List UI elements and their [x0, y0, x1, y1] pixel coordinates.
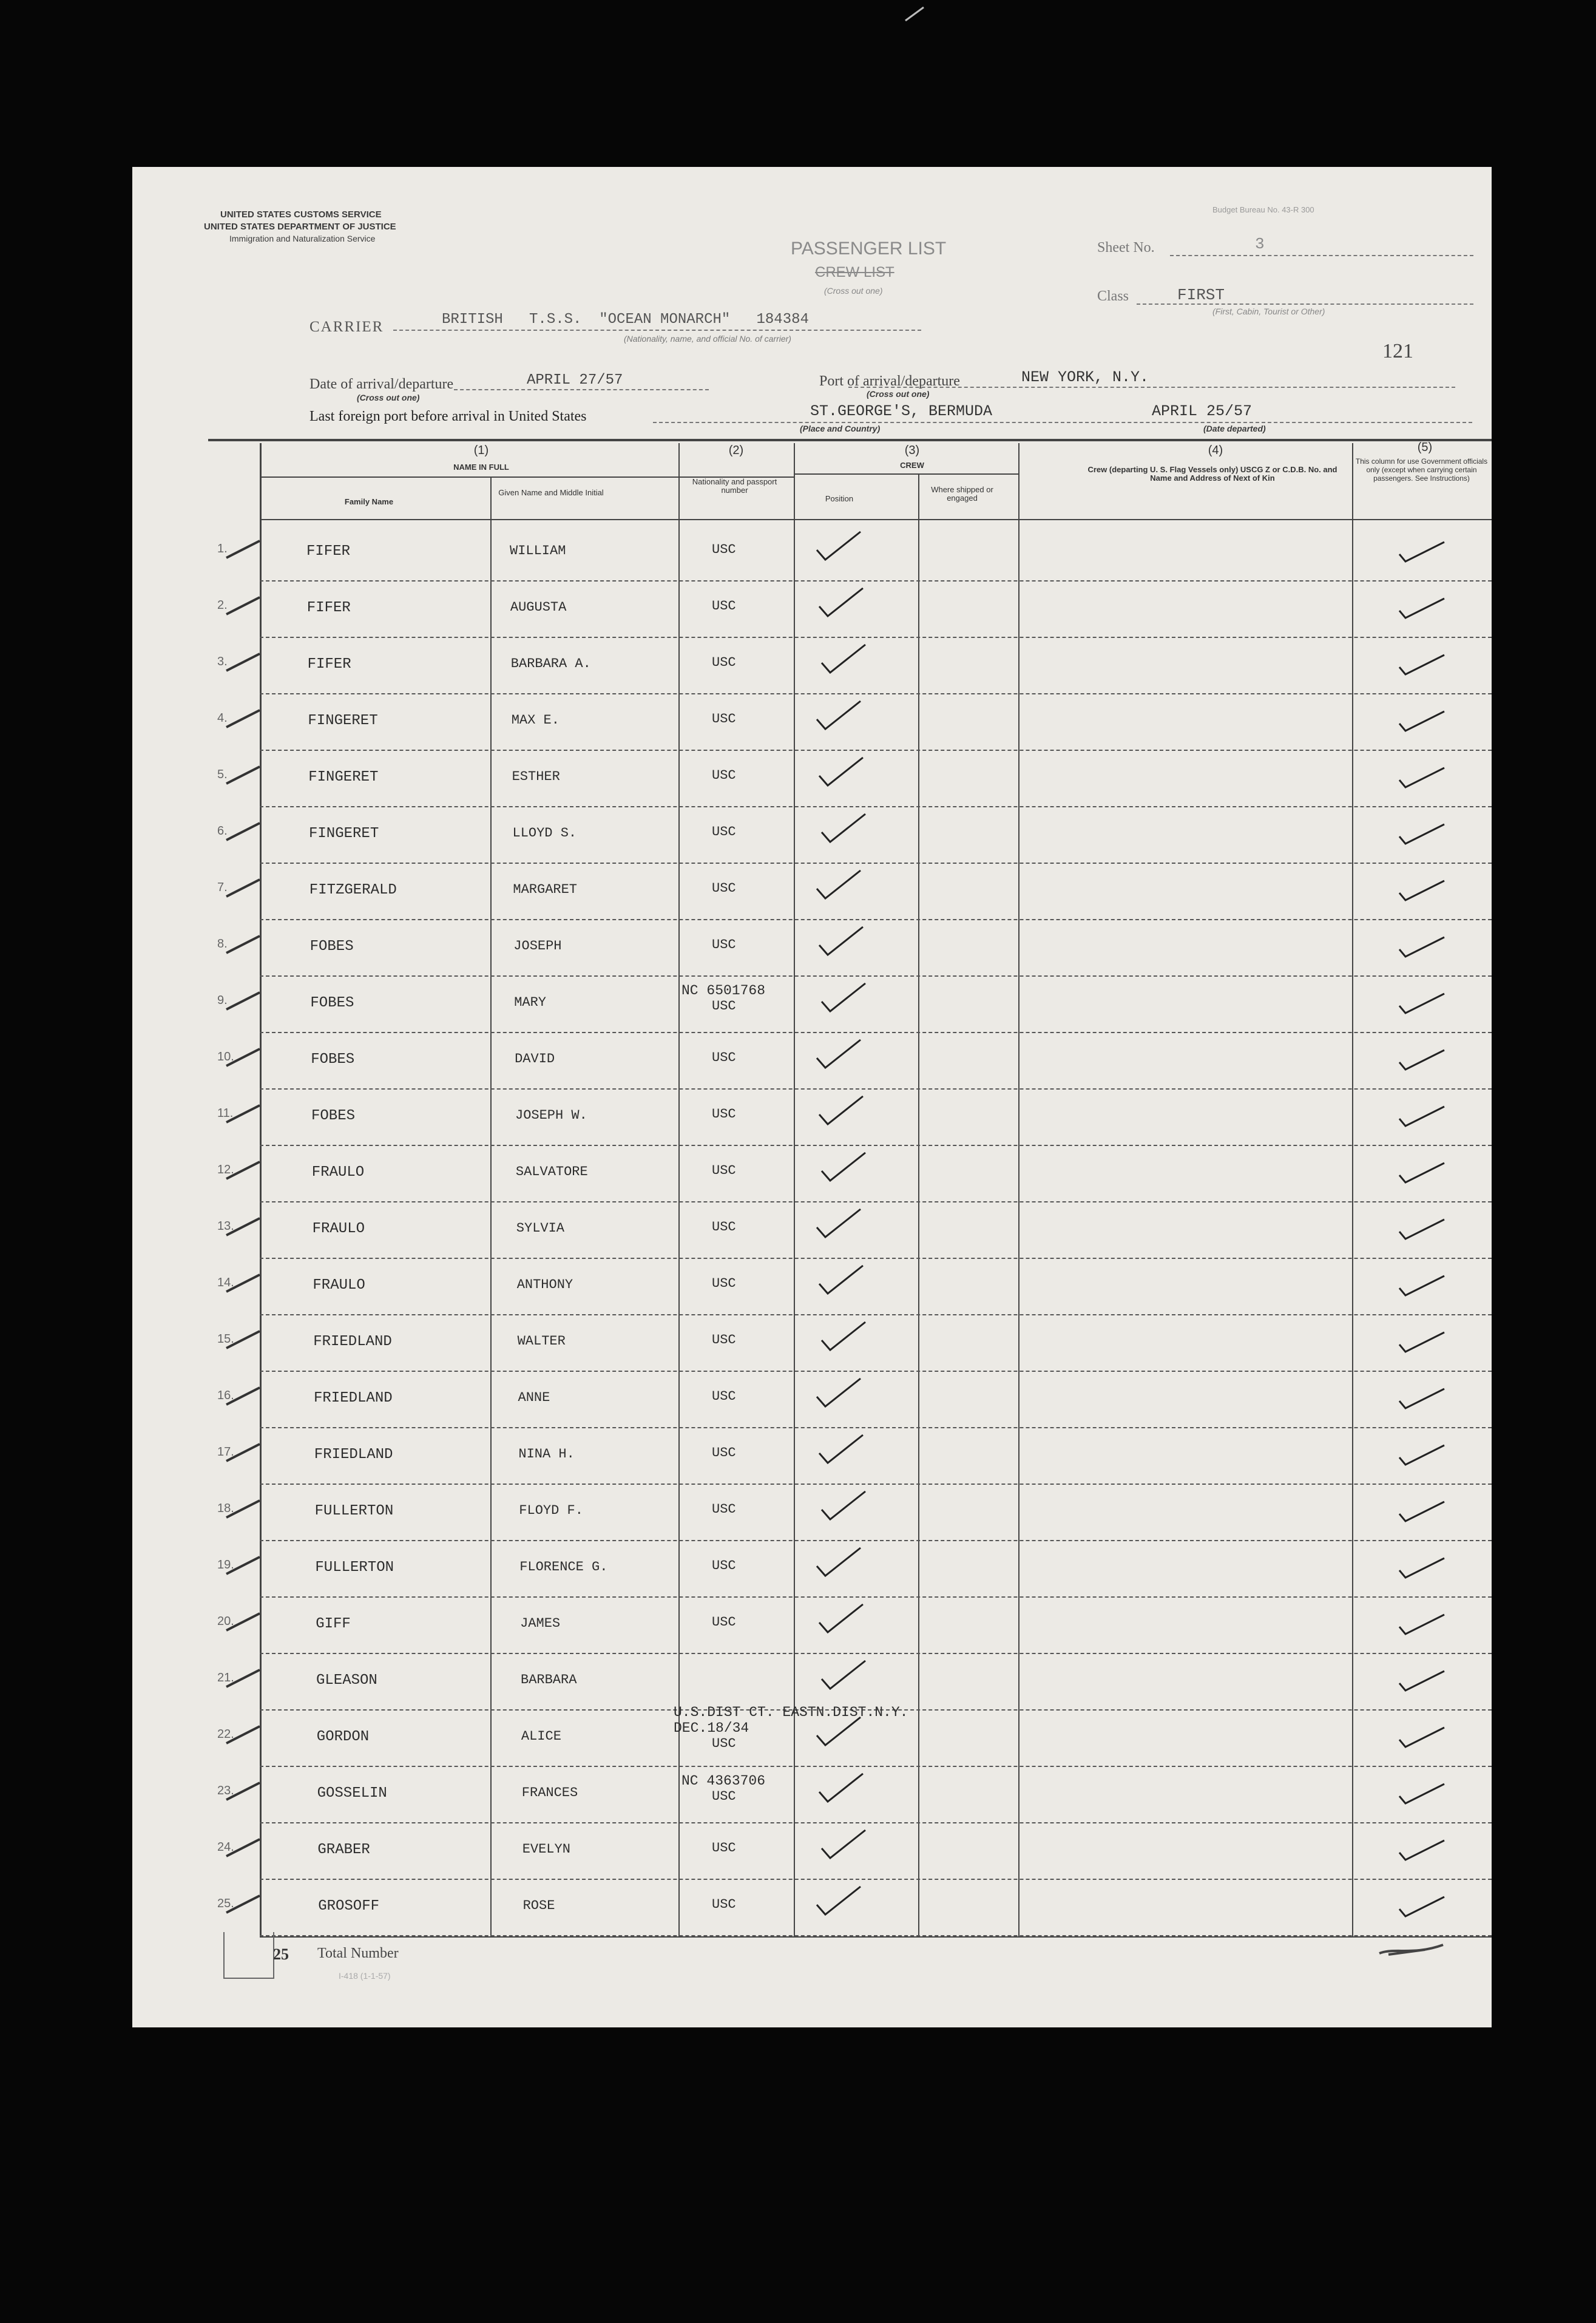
family-name-cell: FOBES	[311, 1051, 355, 1068]
given-name-cell: JOSEPH	[513, 938, 562, 954]
page-number: 121	[1382, 340, 1413, 362]
row-number: 14.	[217, 1276, 234, 1289]
check-icon	[814, 1093, 869, 1129]
date-note: (Cross out one)	[357, 393, 420, 402]
check-icon	[1395, 762, 1449, 798]
row-number: 18.	[217, 1502, 234, 1515]
total-box	[223, 1932, 274, 1979]
family-name-cell: FRAULO	[311, 1164, 365, 1181]
row-number: 7.	[217, 881, 228, 894]
tick-mark-icon	[223, 989, 266, 1013]
check-icon	[817, 810, 871, 847]
row-divider	[260, 1088, 1492, 1090]
check-icon	[1395, 988, 1449, 1024]
row-number: 10.	[217, 1050, 234, 1063]
check-icon	[1395, 1721, 1449, 1758]
family-name-cell: FINGERET	[308, 713, 378, 729]
tick-mark-icon	[223, 707, 266, 731]
row-divider	[260, 1427, 1492, 1428]
given-name-header: Given Name and Middle Initial	[498, 488, 604, 497]
family-name-cell: FINGERET	[308, 769, 379, 785]
row-number: 24.	[217, 1840, 234, 1854]
given-name-cell: MAX E.	[511, 713, 560, 728]
row-number: 22.	[217, 1728, 234, 1741]
tick-mark-icon	[223, 594, 266, 618]
given-name-cell: LLOYD S.	[512, 826, 577, 841]
given-name-cell: FLOYD F.	[519, 1503, 583, 1518]
row-number: 19.	[217, 1558, 234, 1572]
row-divider	[260, 919, 1492, 920]
row-divider	[260, 806, 1492, 807]
nationality-cell: USC	[712, 768, 736, 783]
family-name-cell: FOBES	[309, 938, 354, 955]
check-icon	[1395, 1496, 1449, 1532]
sheet-number: 3	[1255, 235, 1265, 253]
check-icon	[1395, 705, 1449, 742]
row-number: 25.	[217, 1897, 234, 1910]
tick-mark-icon	[223, 1215, 266, 1239]
tick-mark-icon	[223, 763, 266, 787]
sheet-label: Sheet No.	[1097, 240, 1155, 256]
col1-header: NAME IN FULL	[453, 463, 509, 472]
given-name-cell: JAMES	[520, 1616, 561, 1631]
check-icon	[1395, 1552, 1449, 1589]
check-icon	[812, 1375, 867, 1411]
check-icon	[814, 1770, 869, 1806]
check-icon	[812, 1714, 867, 1750]
tick-mark-icon	[223, 1666, 266, 1691]
check-icon	[1395, 1665, 1449, 1701]
nationality-cell: USC	[712, 824, 736, 839]
position-header: Position	[825, 494, 854, 503]
form-number: I-418 (1-1-57)	[339, 1971, 391, 1981]
given-name-cell: ALICE	[521, 1729, 561, 1744]
family-name-cell: FRIEDLAND	[314, 1390, 393, 1406]
check-icon	[817, 980, 871, 1016]
page-title: PASSENGER LIST	[791, 239, 947, 259]
tick-mark-icon	[223, 1836, 266, 1860]
family-name-cell: GLEASON	[316, 1672, 377, 1689]
check-icon	[812, 1036, 867, 1073]
row-divider	[260, 1484, 1492, 1485]
struck-title: CREW LIST	[815, 264, 894, 280]
family-name-cell: FIFER	[307, 656, 351, 673]
tick-mark-icon	[223, 1328, 266, 1352]
passport-cell: NC 6501768	[681, 983, 766, 999]
check-icon	[1395, 818, 1449, 855]
col3-number: (3)	[904, 444, 920, 457]
last-port-place: ST.GEORGE'S, BERMUDA	[810, 402, 993, 420]
nationality-cell: USC	[712, 1615, 736, 1630]
form-code: Budget Bureau No. 43-R 300	[1212, 205, 1314, 214]
tick-mark-icon	[223, 1610, 266, 1634]
passport-cell: U.S.DIST CT. EASTN.DIST.N.Y. DEC.18/34	[674, 1704, 908, 1736]
row-divider	[260, 1766, 1492, 1767]
check-icon	[814, 1262, 869, 1298]
row-divider	[260, 863, 1492, 864]
nationality-cell: USC	[712, 655, 736, 670]
check-icon	[812, 1544, 867, 1581]
date-of-arrival-label: Date of arrival/departure	[309, 376, 454, 392]
row-divider	[260, 1145, 1492, 1146]
row-divider	[260, 1258, 1492, 1259]
given-name-cell: JOSEPH W.	[515, 1108, 587, 1123]
class-label: Class	[1097, 288, 1129, 304]
nationality-cell: USC	[712, 1276, 736, 1291]
family-name-cell: GIFF	[316, 1616, 351, 1632]
check-icon	[1395, 1270, 1449, 1306]
nationality-cell: USC	[712, 711, 736, 727]
row-number: 8.	[217, 937, 228, 951]
tick-mark-icon	[223, 1440, 266, 1465]
given-name-cell: WILLIAM	[510, 543, 566, 558]
last-port-date-note: (Date departed)	[1203, 424, 1266, 433]
check-icon	[1395, 592, 1449, 629]
agency-line-2: UNITED STATES DEPARTMENT OF JUSTICE	[204, 222, 396, 232]
row-divider	[260, 1653, 1492, 1654]
check-icon	[814, 923, 869, 960]
check-icon	[814, 754, 869, 790]
col4-number: (4)	[1208, 444, 1223, 457]
check-icon	[1395, 1157, 1449, 1193]
row-number: 16.	[217, 1389, 234, 1402]
nationality-header: Nationality and passport number	[692, 477, 777, 495]
nationality-cell: USC	[712, 1897, 736, 1912]
tick-mark-icon	[223, 1553, 266, 1578]
tick-mark-icon	[223, 1892, 266, 1916]
row-divider	[260, 1822, 1492, 1823]
given-name-cell: ANTHONY	[516, 1277, 573, 1292]
family-name-cell: FIFER	[306, 543, 351, 560]
given-name-cell: BARBARA A.	[510, 656, 591, 671]
check-icon	[1395, 1891, 1449, 1927]
crew-header: CREW	[900, 461, 924, 470]
check-icon	[817, 1488, 871, 1524]
table-top-rule	[208, 439, 1492, 441]
check-icon	[814, 1431, 869, 1468]
row-number: 21.	[217, 1671, 234, 1684]
tick-mark-icon	[223, 1723, 266, 1747]
family-name-cell: FULLERTON	[315, 1559, 394, 1576]
check-icon	[817, 641, 871, 677]
carrier-label: CARRIER	[309, 319, 384, 335]
row-divider	[260, 637, 1492, 638]
given-name-cell: WALTER	[517, 1334, 566, 1349]
tick-mark-icon	[223, 1497, 266, 1521]
row-number: 1.	[217, 542, 228, 555]
check-icon	[1395, 1044, 1449, 1080]
check-icon	[1395, 1439, 1449, 1476]
nationality-cell: USC	[712, 1840, 736, 1856]
carrier-note: (Nationality, name, and official No. of carrier)	[624, 334, 791, 344]
check-icon	[812, 1206, 867, 1242]
nationality-cell: USC	[712, 1107, 736, 1122]
nationality-cell: USC	[712, 1445, 736, 1460]
family-name-cell: GORDON	[316, 1729, 370, 1745]
check-icon	[1395, 1213, 1449, 1250]
family-name-cell: FINGERET	[309, 826, 379, 842]
row-number: 15.	[217, 1332, 234, 1346]
given-name-cell: ROSE	[522, 1898, 555, 1913]
family-name-cell: FULLERTON	[314, 1503, 394, 1519]
check-icon	[817, 1826, 871, 1863]
family-name-cell: FIFER	[306, 600, 351, 616]
given-name-cell: SALVATORE	[515, 1164, 588, 1179]
row-number: 6.	[217, 824, 228, 838]
row-number: 9.	[217, 994, 228, 1007]
row-divider	[260, 975, 1492, 977]
nationality-cell: USC	[712, 1502, 736, 1517]
check-icon	[812, 528, 867, 565]
row-divider	[260, 1314, 1492, 1315]
check-icon	[1395, 1383, 1449, 1419]
given-name-cell: NINA H.	[518, 1446, 575, 1462]
tick-mark-icon	[223, 537, 266, 561]
row-number: 3.	[217, 655, 228, 668]
family-name-cell: FRIEDLAND	[314, 1446, 393, 1463]
given-name-cell: FLORENCE G.	[519, 1559, 608, 1575]
check-icon	[812, 1883, 867, 1919]
given-name-cell: MARY	[514, 995, 546, 1010]
col5-header: This column for use Government officials only (except when carrying certain passengers. See Instructions)	[1355, 457, 1488, 483]
check-icon	[1395, 536, 1449, 572]
row-divider	[260, 1201, 1492, 1202]
port-of-arrival-label: Port of arrival/departure	[819, 373, 960, 389]
row-number: 12.	[217, 1163, 234, 1176]
tick-mark-icon	[223, 1271, 266, 1295]
given-name-cell: ESTHER	[512, 769, 560, 784]
last-port-date: APRIL 25/57	[1152, 402, 1253, 420]
row-divider	[260, 750, 1492, 751]
given-name-cell: MARGARET	[513, 882, 578, 897]
col4-header: Crew (departing U. S. Flag Vessels only) USCG Z or C.D.B. No. and Name and Address of Next of Kin	[1087, 465, 1337, 483]
nationality-cell: USC	[712, 937, 736, 952]
family-name-cell: FRAULO	[312, 1221, 365, 1237]
tick-mark-icon	[223, 1158, 266, 1182]
family-name-cell: FOBES	[310, 995, 354, 1011]
row-number: 2.	[217, 599, 228, 612]
carrier-value: BRITISH T.S.S. "OCEAN MONARCH" 184384	[442, 311, 809, 328]
check-icon	[812, 867, 867, 903]
given-name-cell: SYLVIA	[516, 1221, 565, 1236]
check-icon	[1395, 1778, 1449, 1814]
tick-mark-icon	[223, 650, 266, 674]
check-icon	[817, 1149, 871, 1185]
check-icon	[814, 1601, 869, 1637]
check-icon	[814, 585, 869, 621]
check-icon	[817, 1657, 871, 1694]
class-note: (First, Cabin, Tourist or Other)	[1212, 307, 1325, 316]
row-number: 11.	[217, 1107, 234, 1120]
agency-line-1: UNITED STATES CUSTOMS SERVICE	[220, 209, 382, 220]
nationality-cell: USC	[712, 1332, 736, 1348]
tick-mark-icon	[223, 1779, 266, 1803]
last-port-place-note: (Place and Country)	[800, 424, 881, 433]
nationality-cell: USC	[712, 999, 736, 1014]
check-icon	[1395, 1326, 1449, 1363]
total-count: 25	[273, 1945, 289, 1963]
nationality-cell: USC	[712, 1219, 736, 1235]
check-icon	[1395, 649, 1449, 685]
date-of-arrival-value: APRIL 27/57	[527, 372, 623, 388]
port-note: (Cross out one)	[867, 389, 930, 399]
row-number: 4.	[217, 711, 228, 725]
family-name-cell: GROSOFF	[318, 1898, 380, 1914]
col5-number: (5)	[1417, 441, 1433, 454]
family-name-cell: GRABER	[317, 1842, 370, 1858]
row-number: 5.	[217, 768, 228, 781]
where-shipped-header: Where shipped or engaged	[931, 485, 993, 503]
tick-mark-icon	[223, 1102, 266, 1126]
nationality-cell: USC	[712, 1789, 736, 1804]
row-divider	[260, 1032, 1492, 1033]
given-name-cell: FRANCES	[521, 1785, 578, 1800]
given-name-cell: AUGUSTA	[510, 600, 567, 615]
nationality-cell: USC	[712, 1558, 736, 1573]
nationality-cell: USC	[712, 881, 736, 896]
check-icon	[1395, 1834, 1449, 1871]
class-value: FIRST	[1177, 286, 1225, 304]
nationality-cell: USC	[712, 1736, 736, 1751]
col1-number: (1)	[473, 444, 489, 457]
given-name-cell: EVELYN	[522, 1842, 570, 1857]
tick-mark-icon	[223, 876, 266, 900]
nationality-cell: USC	[712, 1050, 736, 1065]
nationality-cell: USC	[712, 1163, 736, 1178]
check-icon	[817, 1318, 871, 1355]
title-note: (Cross out one)	[824, 286, 883, 296]
tick-mark-icon	[223, 1045, 266, 1070]
row-divider	[260, 1371, 1492, 1372]
row-number: 20.	[217, 1615, 234, 1628]
given-name-cell: ANNE	[518, 1390, 550, 1405]
nationality-cell: USC	[712, 599, 736, 614]
last-port-label: Last foreign port before arrival in United States	[309, 409, 587, 424]
check-icon	[1395, 875, 1449, 911]
given-name-cell: BARBARA	[521, 1672, 577, 1687]
row-divider	[260, 693, 1492, 694]
check-icon	[1395, 1100, 1449, 1137]
check-icon	[812, 697, 867, 734]
family-name-cell: FRAULO	[313, 1277, 365, 1294]
row-number: 17.	[217, 1445, 234, 1459]
port-of-arrival-value: NEW YORK, N.Y.	[1021, 368, 1149, 386]
row-divider	[260, 1879, 1492, 1880]
family-name-header: Family Name	[344, 497, 394, 506]
row-number: 13.	[217, 1219, 234, 1233]
nationality-cell: USC	[712, 542, 736, 557]
family-name-cell: FOBES	[311, 1108, 356, 1124]
nationality-cell: USC	[712, 1389, 736, 1404]
family-name-cell: FRIEDLAND	[313, 1334, 392, 1350]
row-divider	[260, 1596, 1492, 1598]
check-icon	[1395, 1609, 1449, 1645]
check-icon	[1395, 931, 1449, 968]
scribble-mark-icon	[1376, 1936, 1449, 1961]
col2-number: (2)	[728, 444, 744, 457]
row-divider	[260, 580, 1492, 582]
family-name-cell: GOSSELIN	[317, 1785, 387, 1802]
tick-mark-icon	[223, 819, 266, 844]
tick-mark-icon	[223, 932, 266, 957]
family-name-cell: FITZGERALD	[309, 882, 397, 898]
row-number: 23.	[217, 1784, 234, 1797]
scratch-mark-icon	[903, 5, 927, 23]
agency-line-3: Immigration and Naturalization Service	[229, 234, 376, 243]
given-name-cell: DAVID	[515, 1051, 555, 1067]
passenger-list-page	[132, 167, 1492, 2027]
passport-cell: NC 4363706	[681, 1773, 766, 1789]
row-divider	[260, 1540, 1492, 1541]
total-label: Total Number	[317, 1945, 399, 1961]
tick-mark-icon	[223, 1384, 266, 1408]
